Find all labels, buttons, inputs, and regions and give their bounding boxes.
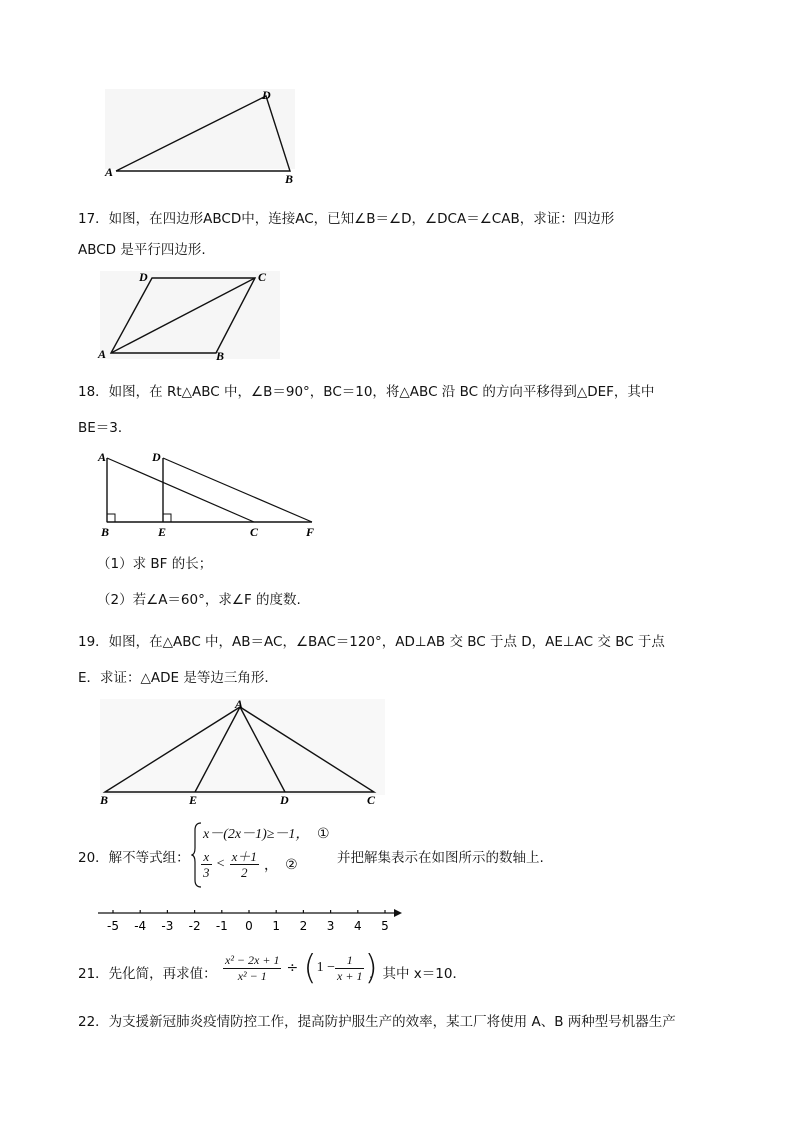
label-A: A xyxy=(98,347,107,361)
label-E: E xyxy=(189,793,198,807)
label-A: A xyxy=(98,450,107,464)
q21-expression: $\frac{\text{x² − 2x + 1}}{\text{x² − 1}}$ ÷ (1 − $\frac{1}{x + 1}$ ) xyxy=(225,948,378,988)
label-B: B xyxy=(100,793,109,807)
number-line xyxy=(95,900,410,936)
tick-label: -3 xyxy=(161,919,174,933)
q21-suffix: ，其中 x＝10． xyxy=(369,966,466,982)
label-D: D xyxy=(262,88,271,102)
label-A: A xyxy=(235,697,244,711)
circled-two: ② xyxy=(285,856,298,873)
figure-translated-triangles xyxy=(95,446,325,541)
q20-prefix: 20．解不等式组： xyxy=(78,850,190,866)
q17-line1: 17．如图，在四边形ABCD中，连接AC，已知∠B＝∠D，∠DCA＝∠CAB，求证：四边形 xyxy=(78,211,615,227)
figure-isosceles-triangle xyxy=(95,696,395,808)
label-B: B xyxy=(216,349,225,363)
q22-line1: 22．为支援新冠肺炎疫情防控工作，提高防护服生产的效率，某工厂将使用 A、B 两种型号机器生产 xyxy=(78,1014,676,1030)
q18-line2: BE＝3． xyxy=(78,420,132,436)
q19-line1: 19．如图，在△ABC 中，AB＝AC，∠BAC＝120°，AD⊥AB 交 BC 于点 D，AE⊥AC 交 BC 于点 xyxy=(78,634,665,650)
label-E: E xyxy=(158,525,167,539)
q20-suffix: 并把解集表示在如图所示的数轴上. xyxy=(337,850,544,866)
q17-line2: ABCD 是平行四边形. xyxy=(78,242,206,258)
figure-parallelogram-abcd xyxy=(95,268,285,363)
tick-label: 3 xyxy=(326,919,335,933)
figure-triangle-abd xyxy=(100,86,300,186)
label-D: D xyxy=(280,793,289,807)
label-D: D xyxy=(152,450,161,464)
q19-line2: E．求证：△ADE 是等边三角形. xyxy=(78,670,269,686)
q21-prefix: 21．先化简，再求值： xyxy=(78,966,217,982)
inequality-1: x－(2x－1)≥－1， ① xyxy=(203,826,330,842)
label-C: C xyxy=(258,270,267,284)
tick-label: 4 xyxy=(353,919,362,933)
label-C: C xyxy=(250,525,259,539)
tick-label: 0 xyxy=(245,919,253,933)
label-C: C xyxy=(367,793,376,807)
q18-part2: （2）若∠A＝60°，求∠F 的度数. xyxy=(97,592,301,608)
tick-label: 5 xyxy=(381,919,389,933)
q18-part1: （1）求 BF 的长； xyxy=(97,556,213,572)
label-B: B xyxy=(101,525,110,539)
circled-one: ① xyxy=(316,826,330,842)
inequality-2: $\frac{x}{3}$ < $\frac{x+1}{2}$ ， ② xyxy=(203,849,298,880)
label-F: F xyxy=(306,525,315,539)
label-B: B xyxy=(285,172,294,186)
tick-label: -2 xyxy=(188,919,201,933)
label-A: A xyxy=(105,165,114,179)
tick-label: -1 xyxy=(215,919,228,933)
q18-line1: 18．如图，在 Rt△ABC 中，∠B＝90°，BC＝10，将△ABC 沿 BC 的方向平移得到△DEF，其中 xyxy=(78,384,655,400)
label-D: D xyxy=(139,270,148,284)
tick-label: 2 xyxy=(299,919,308,933)
tick-label: -4 xyxy=(134,919,147,933)
tick-label: -5 xyxy=(107,919,119,933)
tick-label: 1 xyxy=(272,919,281,933)
